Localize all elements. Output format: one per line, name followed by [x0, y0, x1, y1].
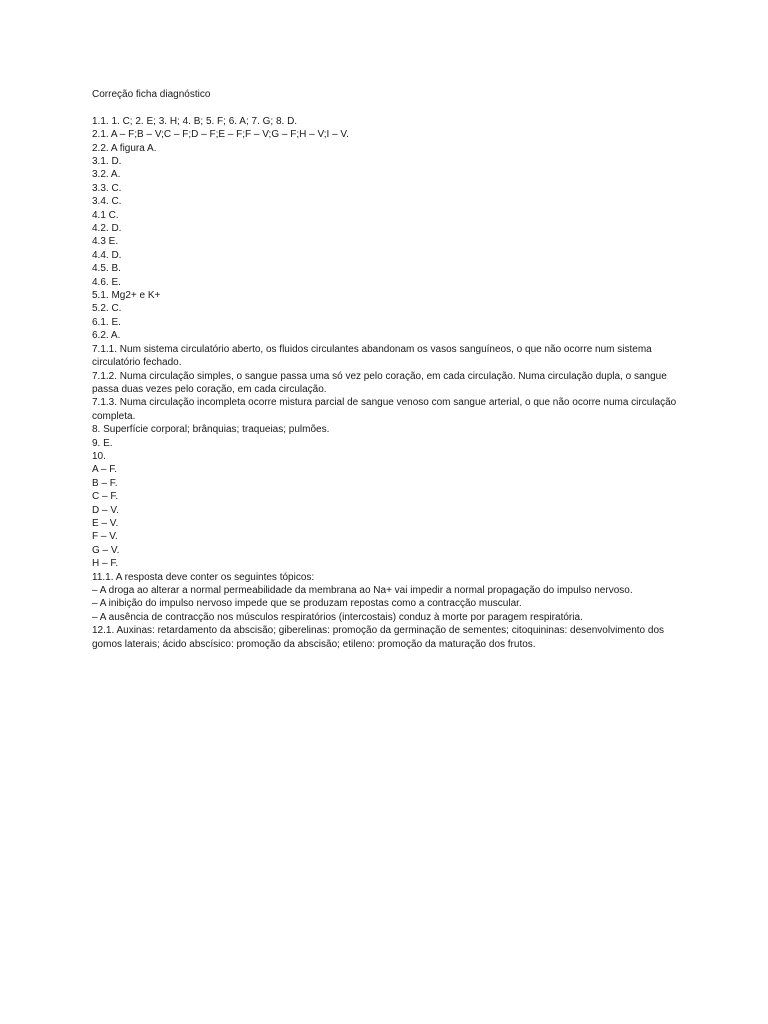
answer-line: F – V.	[92, 531, 118, 543]
answer-line: 7.1.2. Numa circulação simples, o sangue passa uma só vez pelo coração, em cada circulação. Numa circulação dupla, o sangue passa duas vezes pelo coração, em cada circulação.	[92, 370, 667, 395]
answer-line: 5.1. Mg2+ e K+	[92, 290, 161, 302]
answer-line: 10.	[92, 450, 106, 462]
answer-line: 6.2. A.	[92, 330, 121, 342]
answer-line: C – F.	[92, 491, 119, 503]
document-title: Correção ficha diagnóstico	[92, 89, 211, 100]
answer-line: 8. Superfície corporal; brânquias; traqueias; pulmões.	[92, 424, 330, 436]
answer-line: H – F.	[92, 558, 119, 570]
answer-line: 3.2. A.	[92, 169, 121, 181]
answer-line: 2.1. A – F;B – V;C – F;D – F;E – F;F – V;G – F;H – V;I – V.	[92, 129, 349, 141]
answer-line: 11.1. A resposta deve conter os seguintes tópicos:	[92, 571, 315, 583]
answer-line: 7.1.1. Num sistema circulatório aberto, os fluidos circulantes abandonam os vasos sanguíneos, o que não ocorre num sistema circulatório fechado.	[92, 343, 652, 369]
answer-line: 2.2. A figura A.	[92, 142, 157, 154]
answer-line: – A ausência de contracção nos músculos respiratórios (intercostais) conduz à morte por paragem respiratória.	[92, 611, 583, 623]
answer-line: 6.1. E.	[92, 316, 121, 328]
answer-line: B – F.	[92, 477, 118, 489]
document-page	[92, 88, 682, 651]
answer-line: A – F.	[92, 464, 118, 476]
answer-line: 9. E.	[92, 437, 113, 449]
answer-line: D – V.	[92, 504, 119, 516]
answer-line: E – V.	[92, 517, 119, 529]
answer-line: 3.4. C.	[92, 196, 122, 208]
answer-line: 4.6. E.	[92, 276, 121, 288]
answer-line: – A inibição do impulso nervoso impede que se produzam repostas como a contracção muscular.	[92, 598, 522, 610]
answer-line: 4.4. D.	[92, 249, 122, 261]
answer-line: 3.1. D.	[92, 156, 122, 168]
answer-line: 3.3. C.	[92, 182, 122, 194]
answer-line: 1.1. 1. C; 2. E; 3. H; 4. B; 5. F; 6. A; 7. G; 8. D.	[92, 115, 298, 127]
answer-line: – A droga ao alterar a normal permeabilidade da membrana ao Na+ vai impedir a normal propagação do impulso nervoso.	[92, 585, 633, 597]
answer-line: 4.1 C.	[92, 209, 119, 221]
answer-line: 4.3 E.	[92, 236, 119, 248]
answer-line: 7.1.3. Numa circulação incompleta ocorre mistura parcial de sangue venoso com sangue arterial, o que não ocorre numa circulação completa.	[92, 397, 677, 422]
answer-line: G – V.	[92, 544, 120, 556]
answer-line: 4.5. B.	[92, 263, 121, 275]
answer-line: 12.1. Auxinas: retardamento da abscisão; giberelinas: promoção da germinação de sementes; citoquininas: desenvolvimento dos gomos laterais; ácido abscísico: promoção da abscisão; etileno: promoção da maturação dos frutos.	[92, 625, 665, 650]
answer-line: 5.2. C.	[92, 303, 122, 315]
answer-list	[92, 115, 682, 651]
answer-line: 4.2. D.	[92, 223, 122, 235]
